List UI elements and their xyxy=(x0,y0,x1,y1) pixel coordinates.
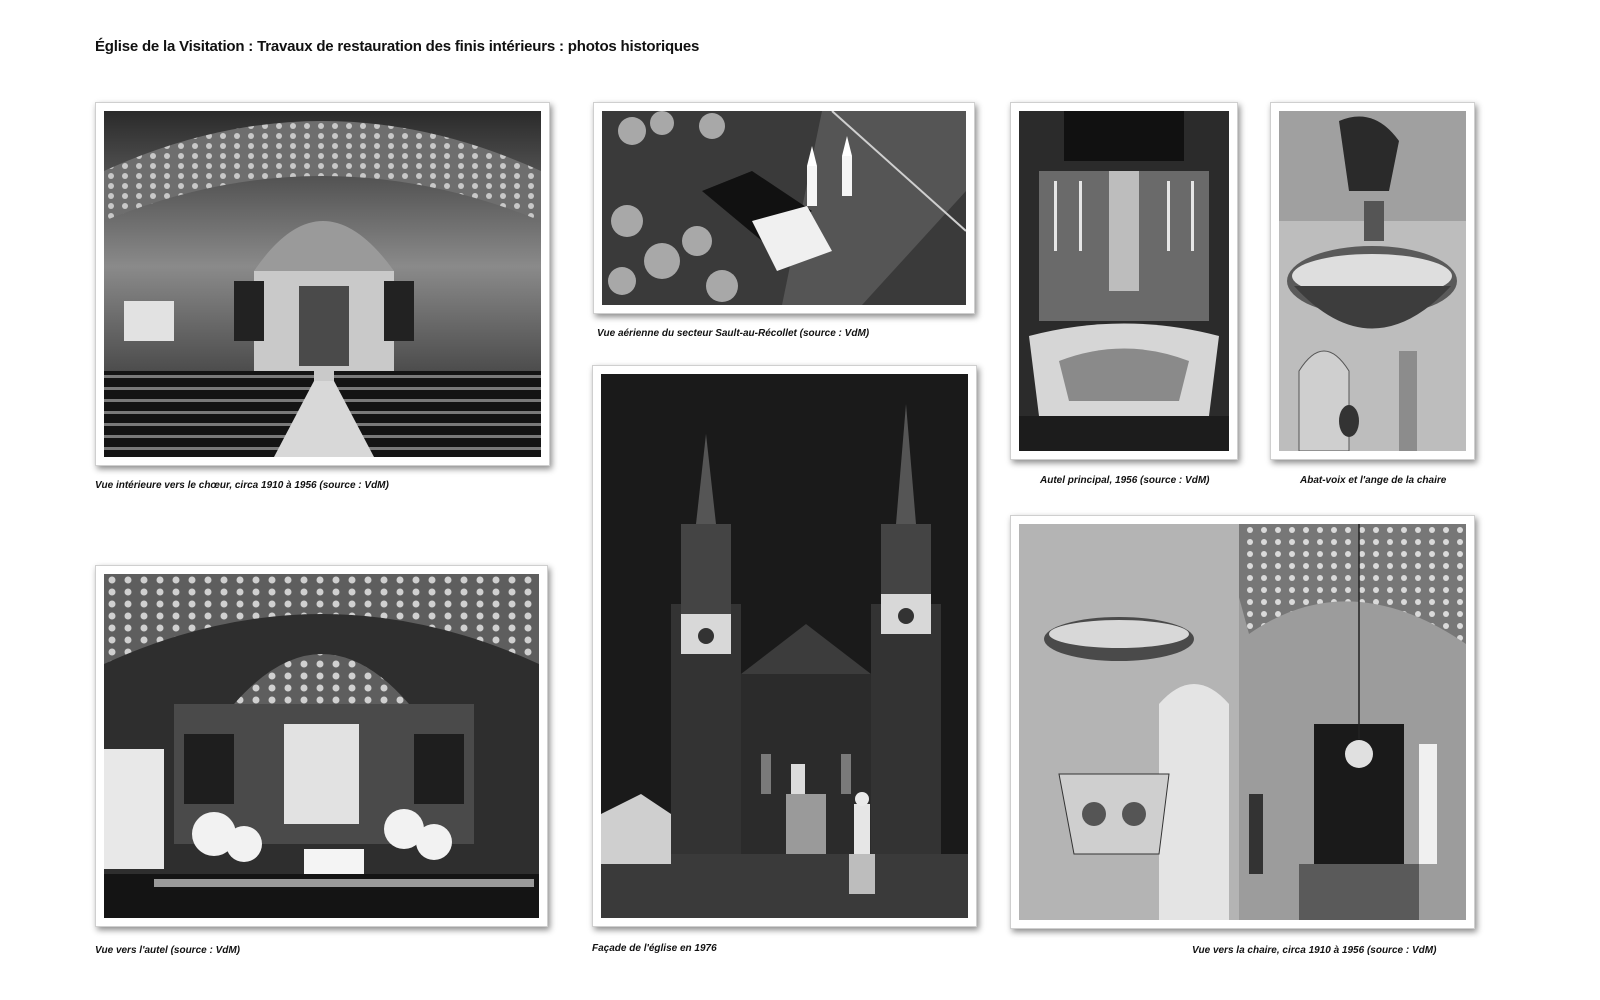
photo-pulpit-view[interactable] xyxy=(1010,515,1475,929)
main-altar-image xyxy=(1019,111,1229,451)
pulpit-view-image xyxy=(1019,524,1466,920)
photo-aerial[interactable] xyxy=(593,102,975,314)
photo-interior-choir[interactable] xyxy=(95,102,550,466)
photo-sounding-board[interactable] xyxy=(1270,102,1475,460)
facade-image xyxy=(601,374,968,918)
page-title: Église de la Visitation : Travaux de restauration des finis intérieurs : photos historiques xyxy=(95,38,700,55)
sounding-board-image xyxy=(1279,111,1466,451)
caption-pulpit-view: Vue vers la chaire, circa 1910 à 1956 (source : VdM) xyxy=(1192,945,1437,956)
photo-altar-view[interactable] xyxy=(95,565,548,927)
caption-sounding-board: Abat-voix et l'ange de la chaire xyxy=(1300,475,1447,486)
caption-facade: Façade de l'église en 1976 xyxy=(592,943,717,954)
caption-interior-choir: Vue intérieure vers le chœur, circa 1910 à 1956 (source : VdM) xyxy=(95,480,389,491)
photo-facade[interactable] xyxy=(592,365,977,927)
caption-aerial: Vue aérienne du secteur Sault-au-Récollet (source : VdM) xyxy=(597,328,870,339)
caption-main-altar: Autel principal, 1956 (source : VdM) xyxy=(1040,475,1210,486)
altar-view-image xyxy=(104,574,539,918)
interior-choir-image xyxy=(104,111,541,457)
aerial-image xyxy=(602,111,966,305)
photo-main-altar[interactable] xyxy=(1010,102,1238,460)
caption-altar-view: Vue vers l'autel (source : VdM) xyxy=(95,945,241,956)
